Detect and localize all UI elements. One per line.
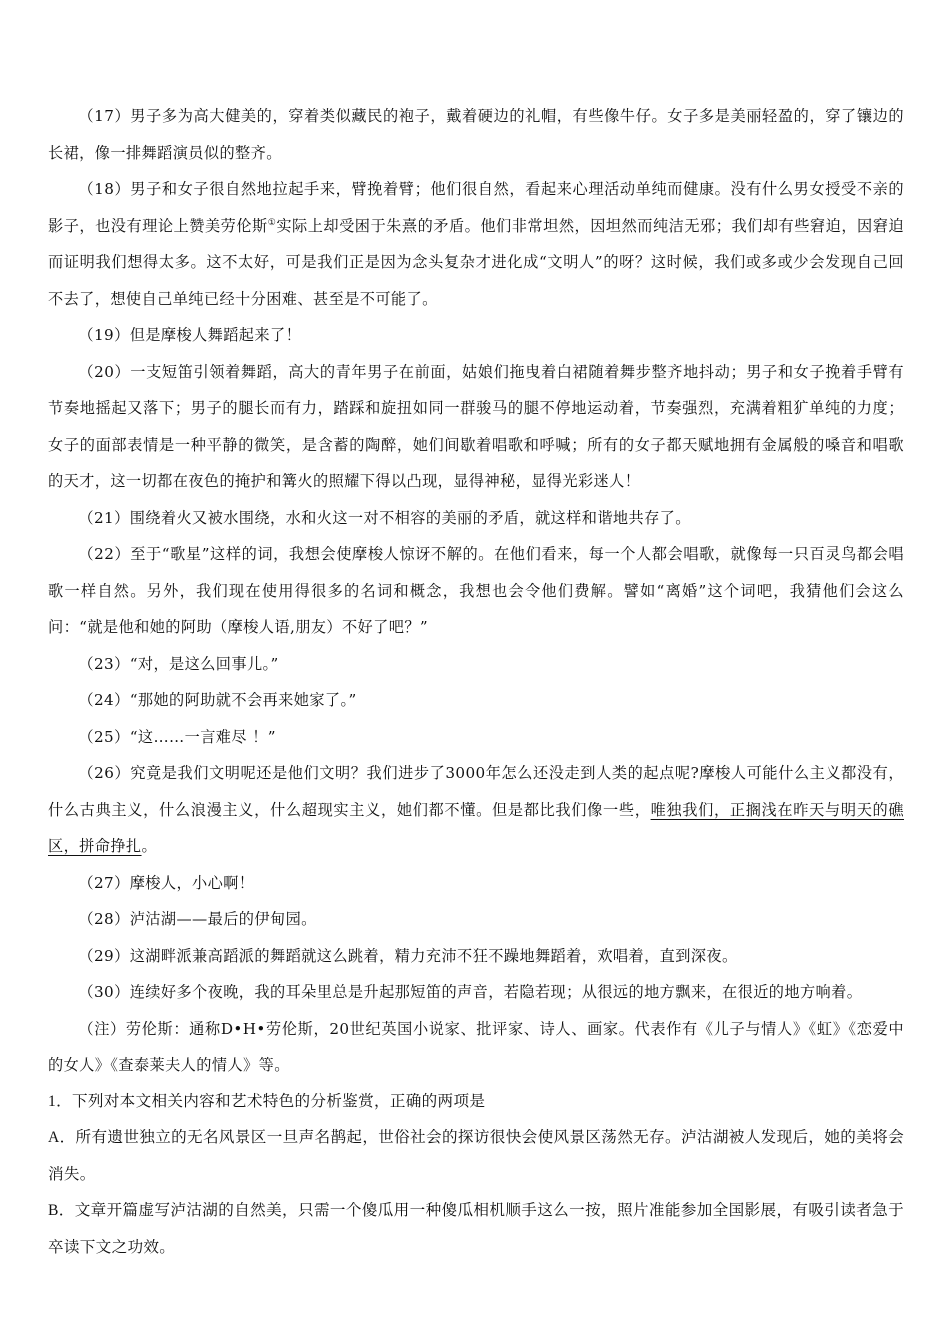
paragraph-26-end: 。 xyxy=(141,837,158,855)
underlined-sentence: 唯独我们，正搁浅在昨天与明天的礁区，拼命挣扎 xyxy=(48,800,905,855)
document-page xyxy=(48,98,904,1266)
paragraph-28: （28）泸沽湖——最后的伊甸园。 xyxy=(78,910,317,928)
paragraph-18-part-b: 实际上却受困于朱熹的矛盾。他们非常坦然，因坦然而纯洁无邪；我们却有些窘迫，因窘迫而证明我们想得太多。这不太好，可是我们正是因为念头复杂才进化成“文明人”的呀？这时候，我们或多或少会发现自己回不去了，想使自己单纯已经十分困难、甚至是不可能了。 xyxy=(48,216,904,308)
footnote-marker: ① xyxy=(267,217,277,228)
paragraph-26-part-a: （26）究竟是我们文明呢还是他们文明？我们进步了3000年怎么还没走到人类的起点呢?摩梭人可能什么主义都没有，什么古典主义，什么浪漫主义，什么超现实主义，她们都不懂。但是都比我们像一些， xyxy=(48,764,904,819)
option-a: A．所有遗世独立的无名风景区一旦声名鹊起，世俗社会的探访很快会使风景区荡然无存。泸沽湖被人发现后，她的美将会消失。 xyxy=(48,1129,904,1183)
paragraph-27: （27）摩梭人，小心啊！ xyxy=(78,873,255,892)
paragraph-24: （24）“那她的阿助就不会再来她家了。” xyxy=(78,691,357,709)
paragraph-29: （29）这湖畔派兼高蹈派的舞蹈就这么跳着，精力充沛不狂不躁地舞蹈着，欢唱着，直到深夜。 xyxy=(78,946,738,965)
paragraph-25: （25）“这……一言难尽 ！” xyxy=(78,727,276,746)
paragraph-23: （23）“对，是这么回事儿。” xyxy=(78,654,279,673)
paragraph-22: （22）至于“歌星”这样的词，我想会使摩梭人惊讶不解的。在他们看来，每一个人都会唱歌，就像每一只百灵鸟都会唱歌一样自然。另外，我们现在使用得很多的名词和概念，我想也会令他们费解。譬如“离婚”这个词吧，我猜他们会这么问：“就是他和她的阿助（摩梭人语,朋友）不好了吧？” xyxy=(48,545,904,636)
paragraph-18-part-a: （18）男子和女子很自然地拉起手来，臂挽着臂；他们很自然，看起来心理活动单纯而健康。没有什么男女授受不亲的影子，也没有理论上赞美劳伦斯 xyxy=(48,180,904,235)
paragraph-30: （30）连续好多个夜晚，我的耳朵里总是升起那短笛的声音，若隐若现；从很远的地方飘来，在很近的地方响着。 xyxy=(78,983,863,1001)
paragraph-21: （21）围绕着火又被水围绕，水和火这一对不相容的美丽的矛盾，就这样和谐地共存了。 xyxy=(78,508,691,527)
option-b: B．文章开篇虚写泸沽湖的自然美，只需一个傻瓜用一种傻瓜相机顺手这么一按，照片准能参加全国影展，有吸引读者急于卒读下文之功效。 xyxy=(48,1202,904,1256)
paragraph-20: （20）一支短笛引领着舞蹈，高大的青年男子在前面，姑娘们拖曳着白裙随着舞步整齐地抖动；男子和女子挽着手臂有节奏地摇起又落下；男子的腿长而有力，踏踩和旋扭如同一群骏马的腿不停地运动着，节奏强烈，充满着粗犷单纯的力度；女子的面部表情是一种平静的微笑，是含蓄的陶醉，她们间歇着唱歌和呼喊；所有的女子都天赋地拥有金属般的嗓音和唱歌的天才，这一切都在夜色的掩护和篝火的照耀下得以凸现，显得神秘，显得光彩迷人！ xyxy=(48,362,904,490)
paragraph-26 xyxy=(48,755,904,865)
paragraph-18 xyxy=(48,171,904,317)
paragraph-19: （19）但是摩梭人舞蹈起来了！ xyxy=(78,326,302,344)
footnote: （注）劳伦斯：通称D•H•劳伦斯，20世纪英国小说家、批评家、诗人、画家。代表作有《儿子与情人》《虹》《恋爱中的女人》《查泰莱夫人的情人》等。 xyxy=(48,1019,904,1074)
question-1-stem: 1．下列对本文相关内容和艺术特色的分析鉴赏，正确的两项是 xyxy=(48,1092,486,1110)
paragraph-17: （17）男子多为高大健美的，穿着类似藏民的袍子，戴着硬边的礼帽，有些像牛仔。女子多是美丽轻盈的，穿了镶边的长裙，像一排舞蹈演员似的整齐。 xyxy=(48,107,904,162)
